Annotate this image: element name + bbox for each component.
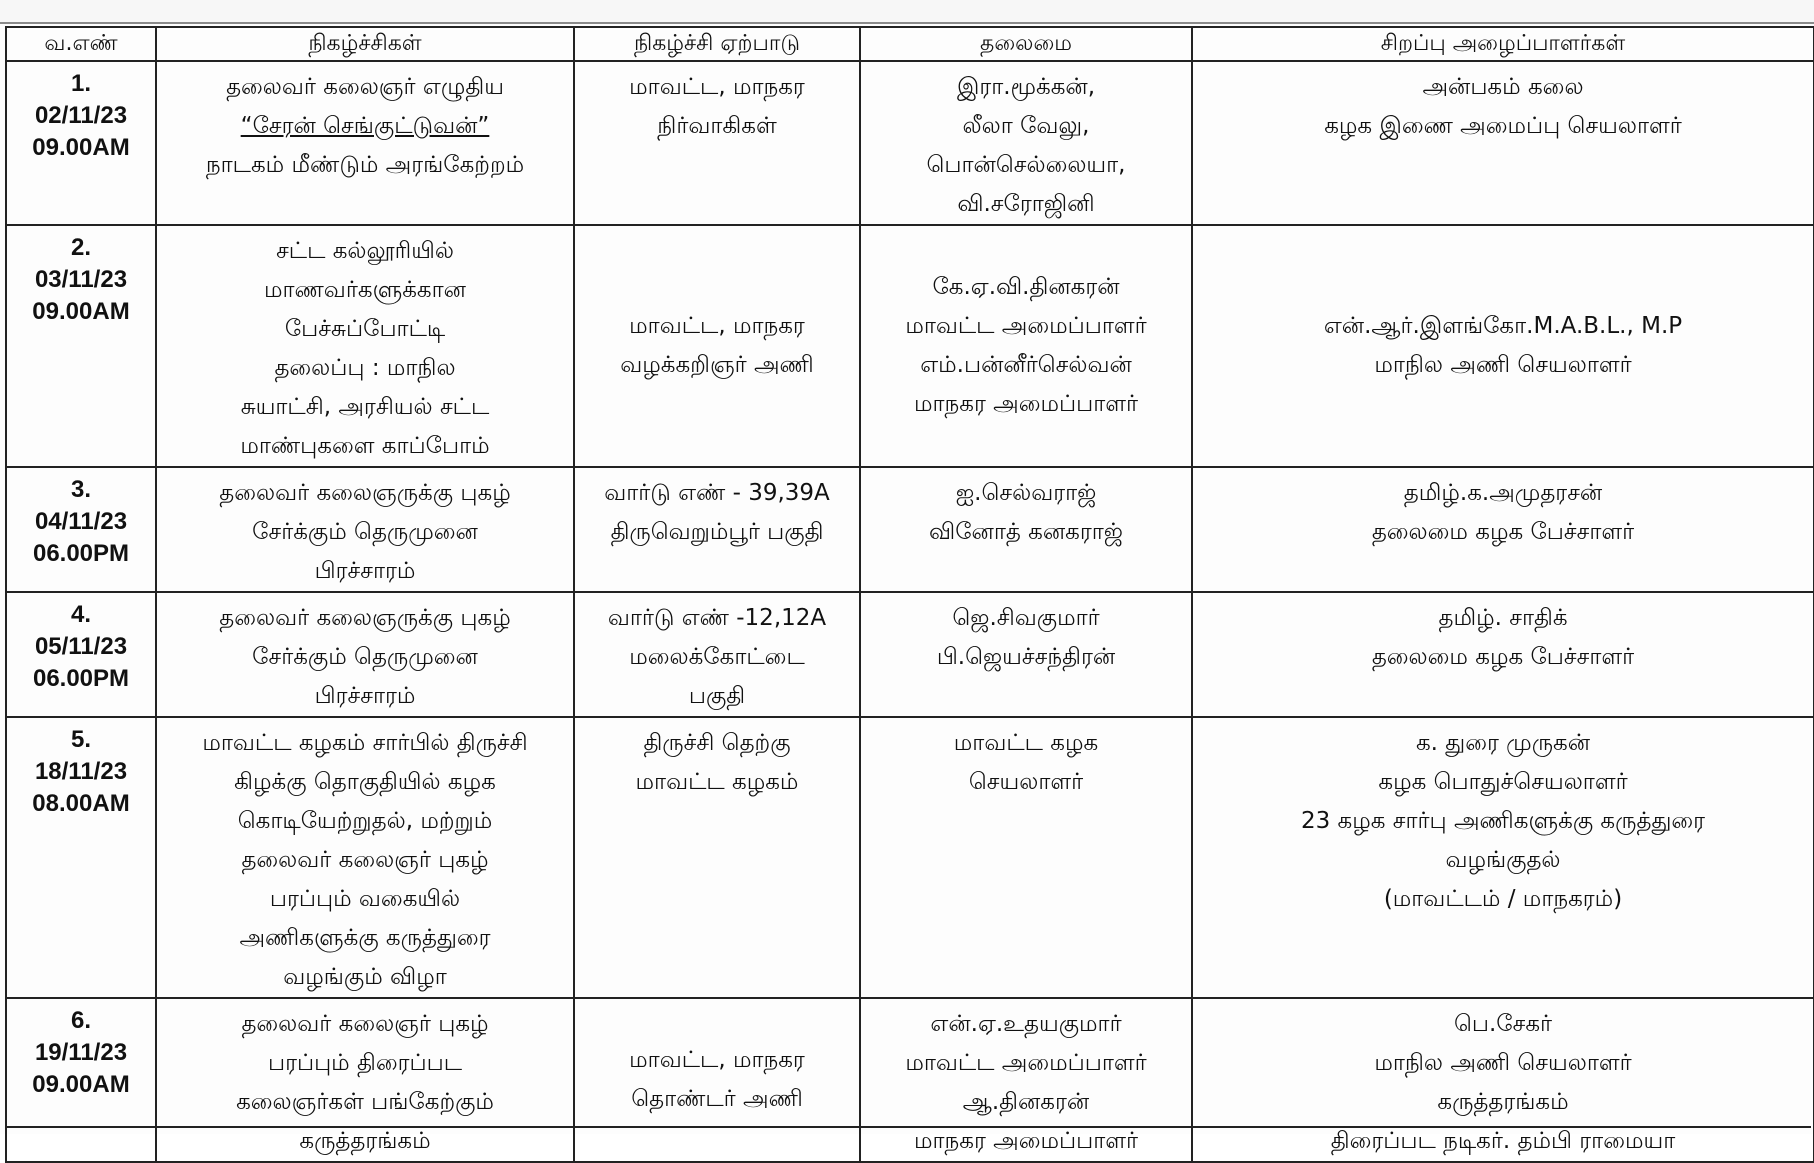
guest-text: அன்பகம் கலை [1422, 74, 1584, 100]
serial-number: 1. [70, 70, 91, 97]
guest-text: பெ.சேகர் [1453, 1011, 1553, 1037]
event-time: 09.00AM [32, 1071, 130, 1098]
organizer-text: தொண்டர் அணி [631, 1086, 803, 1112]
guest-text: தமிழ்.க.அமுதரசன் [1403, 480, 1603, 506]
header-guests: சிறப்பு அழைப்பாளர்கள் [1192, 27, 1814, 61]
event-time: 09.00AM [32, 298, 130, 325]
organizer-text: மாவட்ட, மாநகர [629, 1047, 805, 1073]
event-text: தலைவர் கலைஞர் புகழ் [241, 847, 489, 873]
guest-text: தமிழ். சாதிக் [1438, 605, 1568, 631]
guest-text: (மாவட்டம் / மாநகரம்) [1383, 886, 1623, 912]
event-text: கொடியேற்றுதல், மற்றும் [237, 808, 493, 834]
event-cell [156, 467, 574, 592]
top-border [0, 0, 1814, 24]
event-text: மாவட்ட கழகம் சார்பில் திருச்சி [202, 730, 528, 756]
chair-cell [860, 225, 1192, 467]
guest-text: வழங்குதல் [1445, 847, 1561, 873]
chair-text: வினோத் கனகராஜ் [929, 519, 1123, 545]
organizer-cell [574, 467, 860, 592]
event-cell [156, 717, 574, 998]
guests-cell [1192, 998, 1814, 1162]
event-cell [156, 998, 574, 1162]
guest-text: தலைமை கழக பேச்சாளர் [1371, 519, 1635, 545]
chair-text: இரா.மூக்கன், [956, 74, 1096, 100]
guest-text: மாநில அணி செயலாளர் [1374, 352, 1632, 378]
event-text: தலைவர் கலைஞருக்கு புகழ் [219, 480, 511, 506]
chair-text: மாவட்ட அமைப்பாளர் [905, 313, 1147, 339]
event-time: 06.00PM [32, 665, 130, 692]
serial-cell [6, 998, 156, 1162]
chair-text: லீலா வேலு, [962, 113, 1090, 139]
event-text: பரப்பும் திரைப்பட [267, 1050, 463, 1076]
event-date: 03/11/23 [34, 266, 128, 293]
organizer-text: திருவெறும்பூர் பகுதி [610, 519, 824, 545]
guests-cell [1192, 717, 1814, 998]
event-text: “சேரன் செங்குட்டுவன்” [240, 113, 490, 139]
event-text: பேச்சுப்போட்டி [284, 316, 446, 342]
guest-text: மாநில அணி செயலாளர் [1374, 1050, 1632, 1076]
table-row [6, 225, 1814, 467]
guests-cell [1192, 592, 1814, 717]
event-text: தலைவர் கலைஞர் எழுதிய [226, 74, 504, 100]
header-row [6, 27, 1814, 61]
guest-text: என்.ஆர்.இளங்கோ.M.A.B.L., M.P [1323, 313, 1683, 339]
serial-number: 3. [70, 476, 91, 503]
organizer-text: திருச்சி தெற்கு [643, 730, 791, 756]
chair-text: கே.ஏ.வி.தினகரன் [932, 274, 1120, 300]
guests-cell [1192, 61, 1814, 225]
organizer-cell [574, 592, 860, 717]
chair-text: வி.சரோஜினி [957, 191, 1095, 217]
organizer-text: நிர்வாகிகள் [657, 113, 777, 139]
event-text: சுயாட்சி, அரசியல் சட்ட [240, 394, 490, 420]
serial-number: 5. [70, 726, 91, 753]
chair-text: பொன்செல்லையா, [926, 152, 1126, 178]
chair-text: ஐ.செல்வராஜ் [955, 480, 1097, 506]
chair-text: ஆ.தினகரன் [962, 1089, 1090, 1115]
event-time: 08.00AM [32, 790, 130, 817]
organizer-text: மாவட்ட, மாநகர [629, 313, 805, 339]
organizer-cell [574, 717, 860, 998]
event-text: நாடகம் மீண்டும் அரங்கேற்றம் [205, 152, 525, 178]
header-events: நிகழ்ச்சிகள் [156, 27, 574, 61]
table-row [6, 592, 1814, 717]
chair-cell [860, 61, 1192, 225]
guest-text: கழக இணை அமைப்பு செயலாளர் [1324, 113, 1682, 139]
guests-cell [1192, 467, 1814, 592]
event-text: கிழக்கு தொகுதியில் கழக [234, 769, 496, 795]
serial-number: 6. [70, 1007, 91, 1034]
chair-text: ஜெ.சிவகுமார் [952, 605, 1100, 631]
event-text: தலைப்பு : மாநில [274, 355, 456, 381]
table-row [6, 467, 1814, 592]
organizer-text: மாவட்ட, மாநகர [629, 74, 805, 100]
guest-text: தலைமை கழக பேச்சாளர் [1371, 644, 1635, 670]
guest-text: கழக பொதுச்செயலாளர் [1378, 769, 1628, 795]
serial-number: 4. [70, 601, 91, 628]
organizer-text: மாவட்ட கழகம் [635, 769, 799, 795]
guest-text: கருத்தரங்கம் [1437, 1089, 1569, 1115]
organizer-text: வழக்கறிஞர் அணி [620, 352, 814, 378]
organizer-cell [574, 225, 860, 467]
event-text: மாணவர்களுக்கான [264, 277, 466, 303]
event-text: பரப்பும் வகையில் [269, 886, 461, 912]
chair-text: என்.ஏ.உதயகுமார் [930, 1011, 1122, 1037]
organizer-text: வார்டு எண் -12,12A [607, 605, 827, 631]
chair-cell [860, 998, 1192, 1162]
table-row [6, 61, 1814, 225]
event-text: தலைவர் கலைஞர் புகழ் [241, 1011, 489, 1037]
event-date: 18/11/23 [34, 758, 128, 785]
organizer-text: மலைக்கோட்டை [629, 644, 805, 670]
organizer-text: பகுதி [688, 683, 746, 709]
event-text: சேர்க்கும் தெருமுனை [252, 519, 478, 545]
guests-cell [1192, 225, 1814, 467]
event-cell [156, 61, 574, 225]
chair-cell [860, 717, 1192, 998]
chair-text: மாநகர அமைப்பாளர் [913, 1128, 1139, 1154]
next-row-border [5, 1126, 1811, 1136]
event-date: 04/11/23 [34, 508, 128, 535]
event-time: 09.00AM [32, 134, 130, 161]
serial-cell [6, 717, 156, 998]
serial-cell [6, 61, 156, 225]
table-row [6, 998, 1814, 1162]
chair-text: மாநகர அமைப்பாளர் [913, 391, 1139, 417]
serial-cell [6, 225, 156, 467]
event-text: பிரச்சாரம் [314, 558, 416, 584]
event-text: சட்ட கல்லூரியில் [276, 238, 454, 264]
header-serial: வ.எண் [6, 27, 156, 61]
chair-text: மாவட்ட அமைப்பாளர் [905, 1050, 1147, 1076]
event-schedule-table [5, 26, 1814, 1163]
serial-cell [6, 467, 156, 592]
chair-text: எம்.பன்னீர்செல்வன் [920, 352, 1132, 378]
chair-cell [860, 592, 1192, 717]
event-text: மாண்புகளை காப்போம் [240, 433, 490, 459]
event-text: அணிகளுக்கு கருத்துரை [239, 925, 491, 951]
header-chair: தலைமை [860, 27, 1192, 61]
serial-cell [6, 592, 156, 717]
guest-text: 23 கழக சார்பு அணிகளுக்கு கருத்துரை [1300, 808, 1706, 834]
organizer-cell [574, 61, 860, 225]
chair-text: பி.ஜெயச்சந்திரன் [936, 644, 1116, 670]
event-cell [156, 592, 574, 717]
event-text: கருத்தரங்கம் [299, 1128, 431, 1154]
organizer-text: வார்டு எண் - 39,39A [604, 480, 830, 506]
event-text: வழங்கும் விழா [283, 964, 447, 990]
event-text: சேர்க்கும் தெருமுனை [252, 644, 478, 670]
serial-number: 2. [70, 234, 91, 261]
table-row [6, 717, 1814, 998]
event-cell [156, 225, 574, 467]
event-date: 19/11/23 [34, 1039, 128, 1066]
event-text: பிரச்சாரம் [314, 683, 416, 709]
chair-text: செயலாளர் [968, 769, 1084, 795]
event-time: 06.00PM [32, 540, 130, 567]
organizer-cell [574, 998, 860, 1162]
guest-text: க. துரை முருகன் [1415, 730, 1591, 756]
event-text: கலைஞர்கள் பங்கேற்கும் [236, 1089, 494, 1115]
chair-cell [860, 467, 1192, 592]
event-date: 05/11/23 [34, 633, 128, 660]
header-organizer: நிகழ்ச்சி ஏற்பாடு [574, 27, 860, 61]
guest-text: திரைப்பட நடிகர். தம்பி ராமையா [1330, 1128, 1676, 1154]
chair-text: மாவட்ட கழக [953, 730, 1099, 756]
event-text: தலைவர் கலைஞருக்கு புகழ் [219, 605, 511, 631]
event-date: 02/11/23 [34, 102, 128, 129]
